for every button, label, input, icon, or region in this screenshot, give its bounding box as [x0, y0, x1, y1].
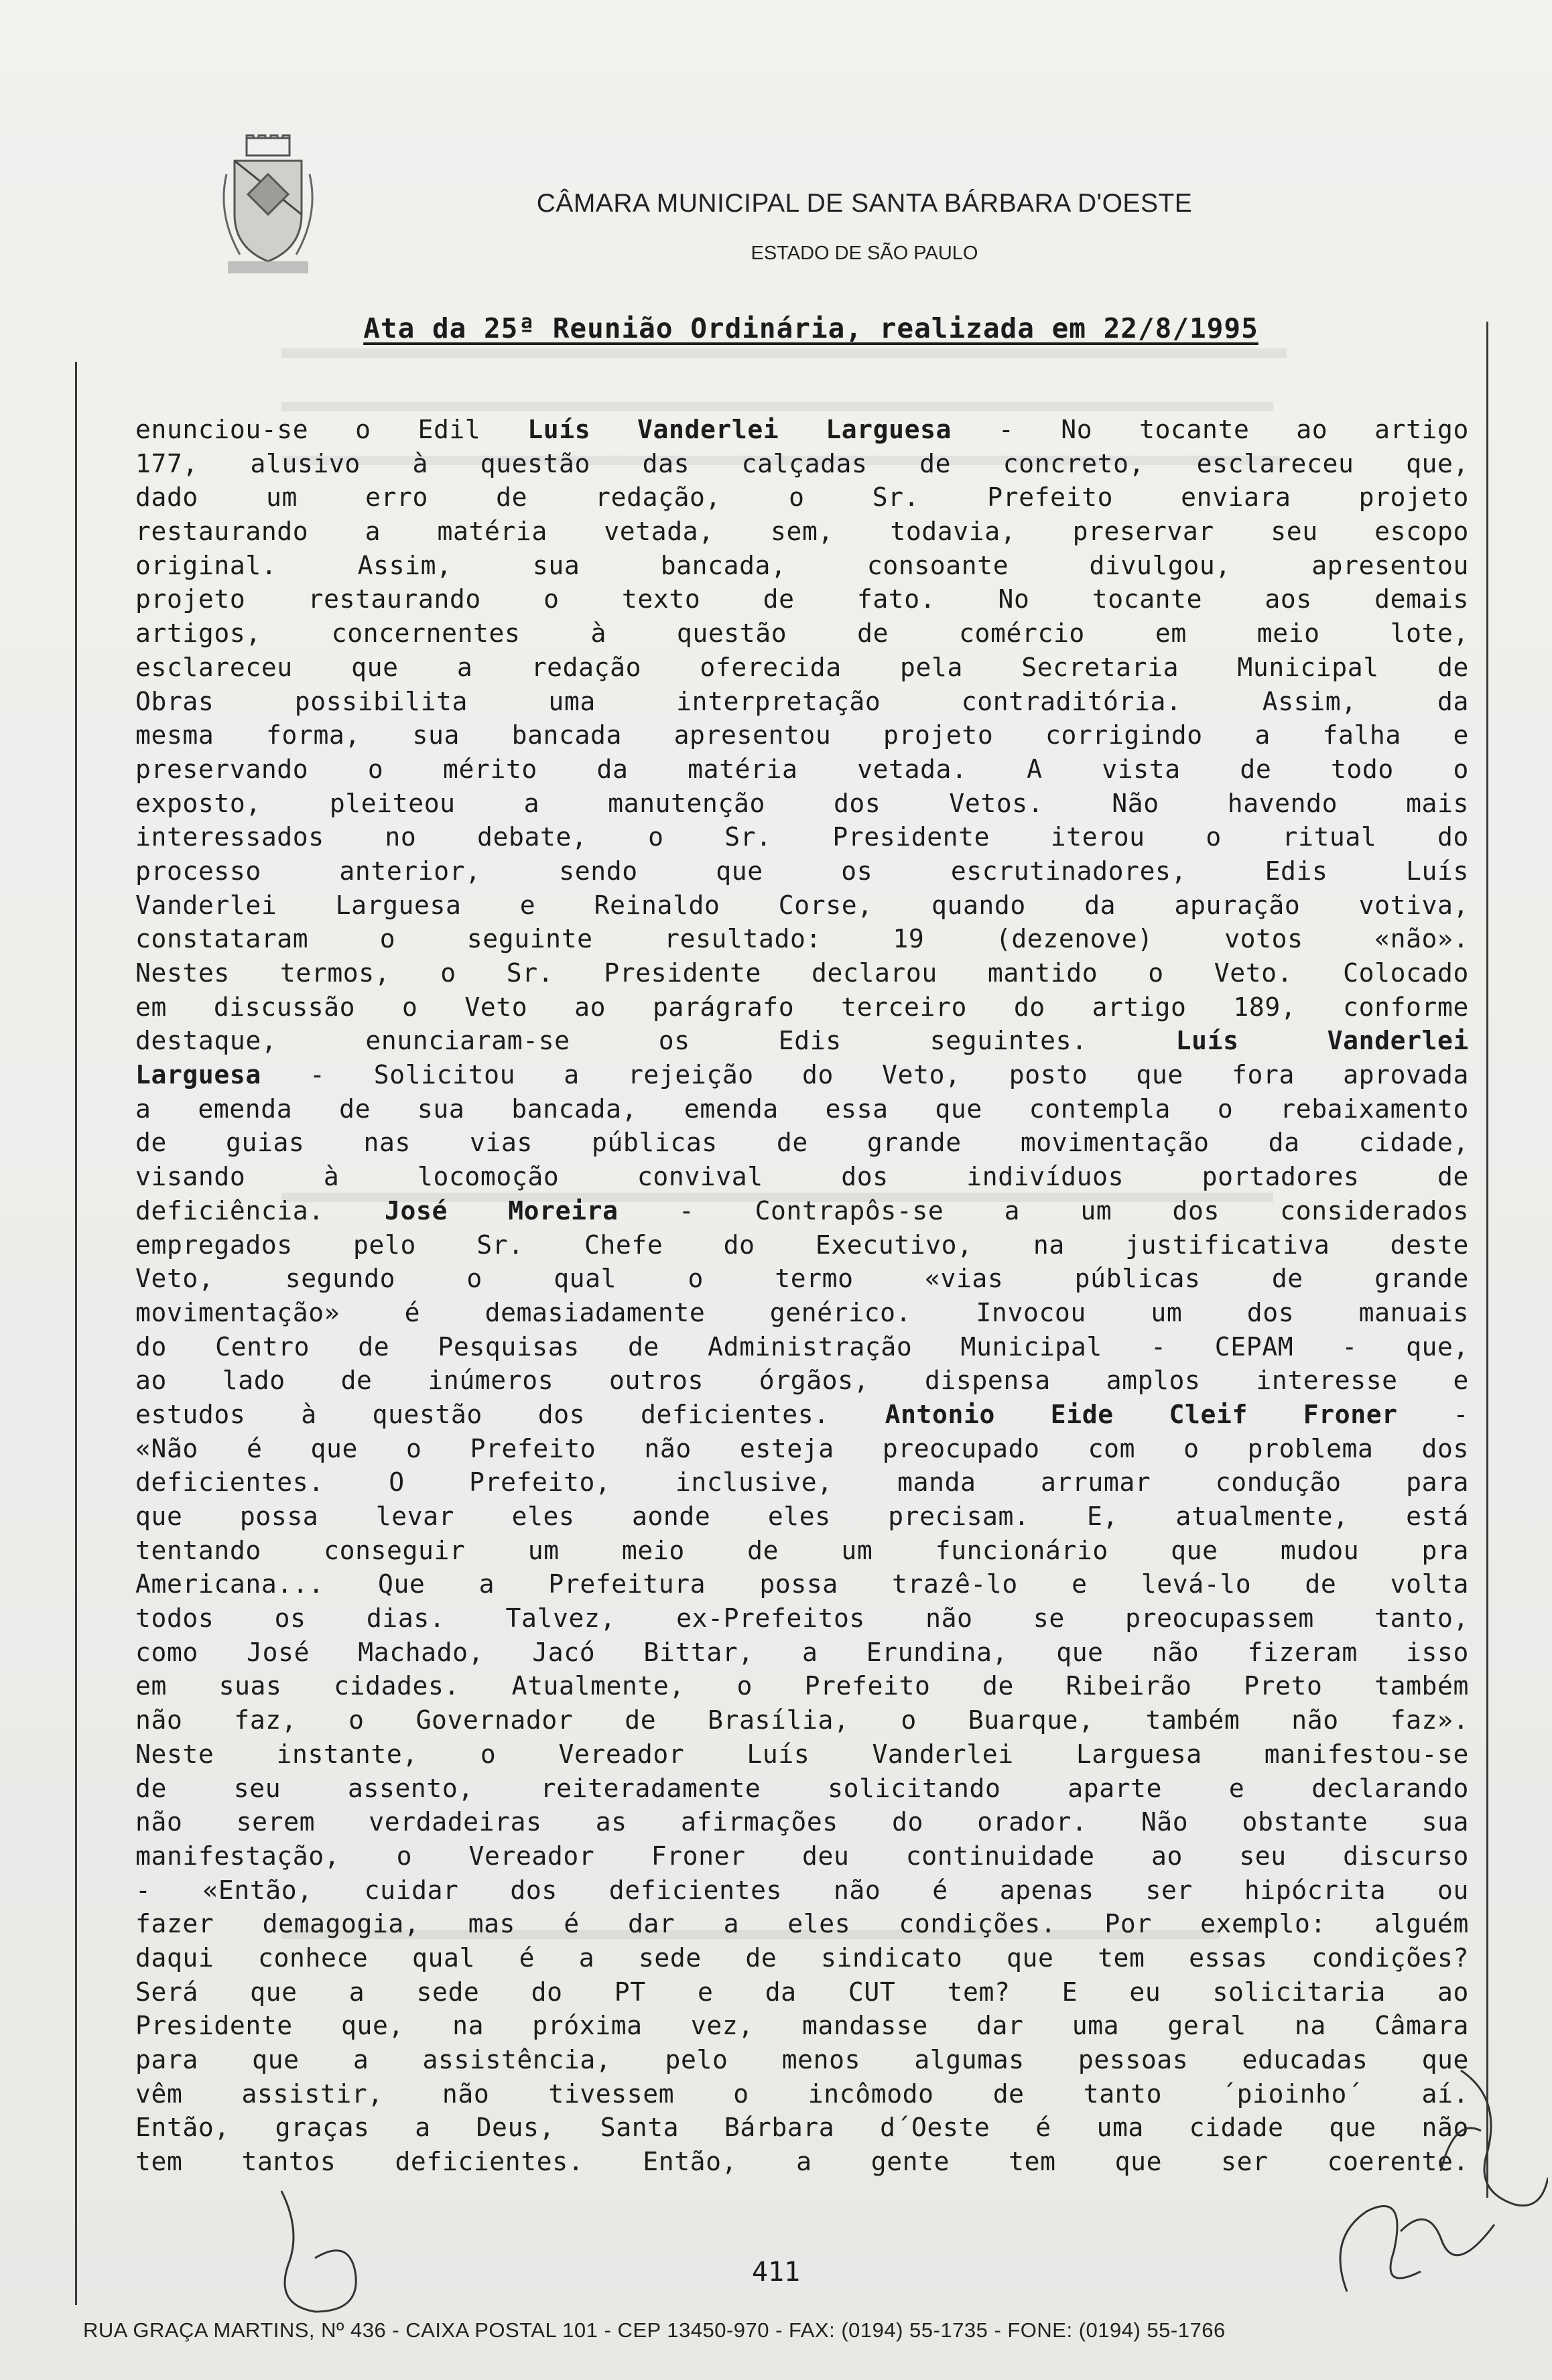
text-run: 177, alusivo à questão das calçadas de concreto, esclareceu que,: [135, 448, 1469, 478]
text-line: [135, 1567, 1469, 1601]
text-run: de seu assento, reiteradamente solicitando aparte e declarando: [135, 1773, 1469, 1803]
text-run: dado um erro de redação, o Sr. Prefeito enviara projeto: [135, 482, 1469, 513]
text-line: [135, 616, 1469, 651]
right-margin-line: [1486, 322, 1488, 2198]
text-run: deficiência.: [135, 1195, 385, 1226]
text-line: [135, 2077, 1469, 2111]
text-line: [135, 2111, 1469, 2145]
coat-of-arms-icon: [214, 134, 322, 281]
text-line: [135, 854, 1469, 888]
speaker-name: Antonio Eide Cleif Froner: [885, 1399, 1398, 1429]
text-run: em suas cidades. Atualmente, o Prefeito de Ribeirão Preto também: [135, 1671, 1469, 1701]
text-run: enunciou-se o Edil: [135, 415, 528, 444]
text-line: [135, 515, 1469, 549]
text-run: todos os dias. Talvez, ex-Prefeitos não se preocupassem tanto,: [135, 1603, 1469, 1634]
text-run: Então, graças a Deus, Santa Bárbara d´Oeste é uma cidade que não: [135, 2113, 1469, 2143]
footer-address-text: RUA GRAÇA MARTINS, Nº 436 - CAIXA POSTAL 101 - CEP 13450-970 - FAX: (0194) 55-1735 - FONE: (0194) 55-1766: [83, 2318, 1226, 2342]
text-run: Neste instante, o Vereador Luís Vanderlei Larguesa manifestou-se: [135, 1739, 1469, 1769]
text-run: empregados pelo Sr. Chefe do Executivo, na justificativa deste: [135, 1230, 1469, 1260]
handwritten-signature: [1307, 1977, 1548, 2325]
text-line: [135, 1941, 1469, 1975]
speaker-name: Larguesa: [135, 1060, 261, 1090]
text-run: restaurando a matéria vetada, sem, todavia, preservar seu escopo: [135, 517, 1469, 547]
text-line: [135, 956, 1469, 990]
text-run: - Contrapôs-se a um dos considerados: [618, 1195, 1469, 1226]
text-run: - Solicitou a rejeição do Veto, posto que fora aprovada: [261, 1060, 1469, 1090]
speaker-name: Luís Vanderlei Larguesa: [527, 415, 952, 444]
text-run: fazer demagogia, mas é dar a eles condições. Por exemplo: alguém: [135, 1909, 1469, 1939]
speaker-name: José Moreira: [385, 1195, 619, 1226]
document-title: Ata da 25ª Reunião Ordinária, realizada em 22/8/1995: [363, 312, 1258, 344]
text-line: [135, 1669, 1469, 1703]
text-run: Presidente que, na próxima vez, mandasse dar uma geral na Câmara: [135, 2011, 1469, 2041]
text-line: [135, 1907, 1469, 1941]
institution-name: CÂMARA MUNICIPAL DE SANTA BÁRBARA D'OESTE: [536, 189, 1193, 218]
text-line: [135, 1262, 1469, 1296]
text-run: a emenda de sua bancada, emenda essa que contempla o rebaixamento: [135, 1094, 1469, 1124]
text-run: processo anterior, sendo que os escrutinadores, Edis Luís: [135, 856, 1469, 886]
text-line: [135, 1500, 1469, 1534]
text-run: estudos à questão dos deficientes.: [135, 1399, 885, 1429]
text-line: [135, 1636, 1469, 1670]
text-run: esclareceu que a redação oferecida pela Secretaria Municipal de: [135, 652, 1469, 682]
text-line: [135, 1330, 1469, 1364]
text-run: projeto restaurando o texto de fato. No tocante aos demais: [135, 584, 1469, 614]
text-run: «Não é que o Prefeito não esteja preocupado com o problema dos: [135, 1433, 1469, 1463]
text-line: [135, 582, 1469, 616]
text-run: tentando conseguir um meio de um funcionário que mudou pra: [135, 1535, 1469, 1565]
text-line: [135, 1432, 1469, 1466]
text-run: manifestação, o Vereador Froner deu continuidade ao seu discurso: [135, 1841, 1469, 1871]
text-run: como José Machado, Jacó Bittar, a Erundina, que não fizeram isso: [135, 1637, 1469, 1667]
text-line: [135, 651, 1469, 685]
text-line: [135, 1601, 1469, 1636]
text-line: [135, 787, 1469, 821]
text-run: em discussão o Veto ao parágrafo terceiro do artigo 189, conforme: [135, 992, 1469, 1022]
page-number: 411: [751, 2257, 801, 2288]
text-run: interessados no debate, o Sr. Presidente iterou o ritual do: [135, 822, 1469, 852]
text-line: [135, 1703, 1469, 1737]
text-line: [135, 549, 1469, 583]
text-line: [135, 1228, 1469, 1262]
text-line: [135, 1975, 1469, 2009]
text-line: [135, 1092, 1469, 1126]
text-line: [135, 413, 1469, 447]
text-line: [135, 1737, 1469, 1772]
text-run: - No tocante ao artigo: [952, 415, 1469, 444]
text-line: [135, 990, 1469, 1024]
handwritten-initial-signature: [255, 2178, 402, 2325]
text-line: [135, 480, 1469, 515]
text-run: que possa levar eles aonde eles precisam. E, atualmente, está: [135, 1502, 1469, 1531]
text-line: [135, 2043, 1469, 2077]
text-line: [135, 447, 1469, 481]
minutes-body: [135, 413, 1469, 2179]
text-line: [135, 1772, 1469, 1806]
text-run: visando à locomoção convival dos indivíduos portadores de: [135, 1162, 1469, 1192]
text-line: [135, 1194, 1469, 1228]
text-run: Será que a sede do PT e da CUT tem? E eu solicitaria ao: [135, 1977, 1469, 2007]
text-run: Vanderlei Larguesa e Reinaldo Corse, quando da apuração votiva,: [135, 890, 1469, 920]
text-line: [135, 1805, 1469, 1839]
text-line: [135, 1058, 1469, 1092]
text-run: Obras possibilita uma interpretação contraditória. Assim, da: [135, 686, 1469, 716]
text-line: [135, 2145, 1469, 2179]
text-line: [135, 685, 1469, 719]
text-line: [135, 1465, 1469, 1500]
text-run: para que a assistência, pelo menos algumas pessoas educadas que: [135, 2045, 1469, 2074]
state-name: ESTADO DE SÃO PAULO: [751, 243, 978, 264]
text-run: vêm assistir, não tivessem o incômodo de tanto ´pioinho´ aí.: [135, 2078, 1469, 2109]
text-run: ao lado de inúmeros outros órgãos, dispensa amplos interesse e: [135, 1366, 1469, 1396]
text-line: [135, 1873, 1469, 1908]
text-line: [135, 820, 1469, 854]
text-line: [135, 1296, 1469, 1330]
text-run: de guias nas vias públicas de grande movimentação da cidade,: [135, 1128, 1469, 1158]
speaker-name: Luís Vanderlei: [1175, 1026, 1469, 1056]
text-run: do Centro de Pesquisas de Administração Municipal - CEPAM - que,: [135, 1331, 1469, 1362]
text-line: [135, 1160, 1469, 1194]
text-line: [135, 1126, 1469, 1160]
text-run: - «Então, cuidar dos deficientes não é apenas ser hipócrita ou: [135, 1875, 1469, 1905]
text-run: Nestes termos, o Sr. Presidente declarou mantido o Veto. Colocado: [135, 958, 1469, 988]
text-line: [135, 1398, 1469, 1432]
text-run: não serem verdadeiras as afirmações do orador. Não obstante sua: [135, 1807, 1469, 1837]
text-line: [135, 718, 1469, 752]
text-run: deficientes. O Prefeito, inclusive, manda arrumar condução para: [135, 1467, 1469, 1498]
text-run: Americana... Que a Prefeitura possa trazê-lo e levá-lo de volta: [135, 1569, 1469, 1599]
text-run: artigos, concernentes à questão de comércio em meio lote,: [135, 618, 1469, 649]
text-line: [135, 922, 1469, 956]
text-line: [135, 1839, 1469, 1873]
text-run: constataram o seguinte resultado: 19 (dezenove) votos «não».: [135, 924, 1469, 954]
text-line: [135, 2009, 1469, 2043]
text-run: mesma forma, sua bancada apresentou projeto corrigindo a falha e: [135, 720, 1469, 750]
text-run: original. Assim, sua bancada, consoante divulgou, apresentou: [135, 550, 1469, 580]
text-run: Veto, segundo o qual o termo «vias públicas de grande: [135, 1264, 1469, 1294]
text-run: -: [1397, 1399, 1469, 1429]
text-run: preservando o mérito da matéria vetada. A vista de todo o: [135, 754, 1469, 784]
text-run: destaque, enunciaram-se os Edis seguintes.: [135, 1026, 1176, 1056]
text-line: [135, 1534, 1469, 1568]
text-run: não faz, o Governador de Brasília, o Buarque, também não faz».: [135, 1705, 1469, 1735]
text-run: daqui conhece qual é a sede de sindicato que tem essas condições?: [135, 1942, 1469, 1973]
text-line: [135, 752, 1469, 787]
left-margin-line: [75, 362, 77, 2305]
text-line: [135, 888, 1469, 923]
text-run: movimentação» é demasiadamente genérico. Invocou um dos manuais: [135, 1297, 1469, 1327]
text-run: exposto, pleiteou a manutenção dos Vetos. Não havendo mais: [135, 788, 1469, 818]
text-line: [135, 1364, 1469, 1398]
text-line: [135, 1024, 1469, 1058]
text-run: tem tantos deficientes. Então, a gente tem que ser coerente.: [135, 2147, 1469, 2177]
